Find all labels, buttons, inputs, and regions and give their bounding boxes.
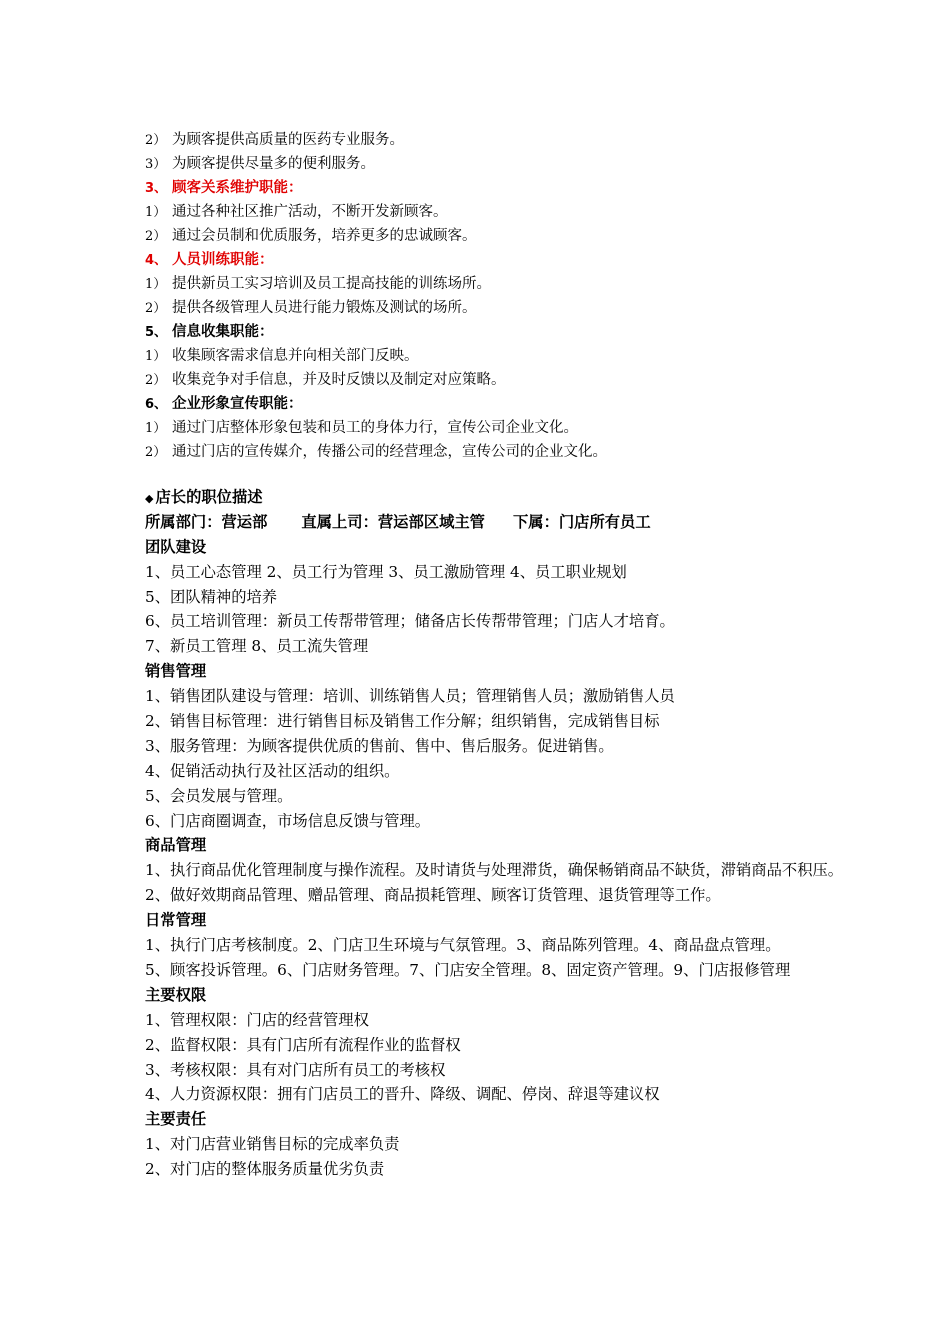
superior-label: 直属上司：营运部区域主管 (301, 512, 485, 531)
job-title-text: 店长的职位描述 (155, 488, 263, 506)
duty-item: 3、考核权限：具有对门店所有员工的考核权 (145, 1060, 446, 1079)
duty-item: 2、监督权限：具有门店所有流程作业的监督权 (145, 1035, 461, 1054)
item-number: 1） (145, 277, 167, 292)
diamond-bullet-icon: ◆ (145, 492, 154, 505)
job-duties-list (145, 535, 860, 1182)
duty-item: 3、服务管理：为顾客提供优质的售前、售中、售后服务。促进销售。 (145, 736, 614, 755)
item-number: 1） (145, 421, 167, 436)
duty-item: 5、团队精神的培养 (145, 587, 278, 606)
subsection-heading: 主要责任 (145, 1110, 207, 1129)
section-heading (145, 248, 865, 272)
item-text: 通过各种社区推广活动，不断开发新顾客。 (172, 204, 448, 220)
item-text: 信息收集职能： (172, 324, 274, 340)
item-number: 3） (145, 157, 167, 172)
item-number: 2） (145, 229, 167, 244)
subsection-heading: 团队建设 (145, 537, 207, 556)
store-manager-job-description (145, 485, 860, 1182)
item-text: 提供新员工实习培训及员工提高技能的训练场所。 (172, 276, 491, 292)
item-number: 3、 (145, 181, 168, 196)
subsection-heading: 销售管理 (145, 662, 207, 681)
duty-item: 4、人力资源权限：拥有门店员工的晋升、降级、调配、停岗、辞退等建议权 (145, 1085, 660, 1104)
item-text: 人员训练职能： (172, 252, 274, 268)
item-text: 通过门店的宣传媒介，传播公司的经营理念，宣传公司的企业文化。 (172, 444, 607, 460)
item-number: 2） (145, 445, 167, 460)
duty-item: 2、销售目标管理：进行销售目标及销售工作分解；组织销售，完成销售目标 (145, 712, 660, 731)
item-number: 2） (145, 301, 167, 316)
section-heading (145, 176, 865, 200)
item-text: 顾客关系维护职能： (172, 180, 303, 196)
list-item (145, 416, 865, 440)
duty-item: 6、员工培训管理：新员工传帮带管理；储备店长传帮带管理；门店人才培育。 (145, 612, 675, 631)
item-number: 6、 (145, 397, 168, 412)
list-item (145, 440, 865, 464)
duty-item: 1、执行商品优化管理制度与操作流程。及时请货与处理滞货，确保畅销商品不缺货，滞销商品不积压。 (145, 861, 844, 880)
item-text: 为顾客提供高质量的医药专业服务。 (172, 132, 404, 148)
subsection-heading: 商品管理 (145, 836, 207, 855)
list-item (145, 368, 865, 392)
duty-item: 1、执行门店考核制度。2、门店卫生环境与气氛管理。3、商品陈列管理。4、商品盘点管理。 (145, 936, 781, 955)
item-text: 收集竞争对手信息，并及时反馈以及制定对应策略。 (172, 372, 506, 388)
duty-item: 2、对门店的整体服务质量优劣负责 (145, 1160, 385, 1179)
item-text: 通过会员制和优质服务，培养更多的忠诚顾客。 (172, 228, 477, 244)
reporting-line (145, 510, 860, 535)
duty-item: 7、新员工管理 8、员工流失管理 (145, 637, 369, 656)
duty-item: 6、门店商圈调查，市场信息反馈与管理。 (145, 811, 431, 830)
subsection-heading: 主要权限 (145, 985, 207, 1004)
item-number: 1） (145, 205, 167, 220)
section-heading (145, 320, 865, 344)
list-item (145, 200, 865, 224)
job-title-heading (145, 485, 860, 510)
item-number: 5、 (145, 325, 168, 340)
department-label: 所属部门：营运部 (145, 512, 268, 531)
store-functions-section (145, 128, 865, 464)
duty-item: 5、顾客投诉管理。6、门店财务管理。7、门店安全管理。8、固定资产管理。9、门店报修管理 (145, 960, 791, 979)
duty-item: 1、销售团队建设与管理：培训、训练销售人员；管理销售人员；激励销售人员 (145, 687, 675, 706)
item-text: 收集顾客需求信息并向相关部门反映。 (172, 348, 419, 364)
duty-item: 1、员工心态管理 2、员工行为管理 3、员工激励管理 4、员工职业规划 (145, 562, 627, 581)
list-item (145, 272, 865, 296)
duty-item: 1、对门店营业销售目标的完成率负责 (145, 1135, 400, 1154)
section-heading (145, 392, 865, 416)
list-item (145, 152, 865, 176)
duty-item: 1、管理权限：门店的经营管理权 (145, 1010, 369, 1029)
item-text: 企业形象宣传职能： (172, 396, 303, 412)
item-text: 为顾客提供尽量多的便利服务。 (172, 156, 375, 172)
item-text: 提供各级管理人员进行能力锻炼及测试的场所。 (172, 300, 477, 316)
duty-item: 5、会员发展与管理。 (145, 786, 293, 805)
item-number: 1） (145, 349, 167, 364)
subordinate-label: 下属：门店所有员工 (512, 512, 651, 531)
duty-item: 2、做好效期商品管理、赠品管理、商品损耗管理、顾客订货管理、退货管理等工作。 (145, 886, 721, 905)
item-number: 2） (145, 373, 167, 388)
list-item (145, 344, 865, 368)
list-item (145, 296, 865, 320)
list-item (145, 224, 865, 248)
item-number: 2） (145, 133, 167, 148)
list-item (145, 128, 865, 152)
item-number: 4、 (145, 253, 168, 268)
item-text: 通过门店整体形象包装和员工的身体力行，宣传公司企业文化。 (172, 420, 578, 436)
duty-item: 4、促销活动执行及社区活动的组织。 (145, 761, 400, 780)
subsection-heading: 日常管理 (145, 911, 207, 930)
